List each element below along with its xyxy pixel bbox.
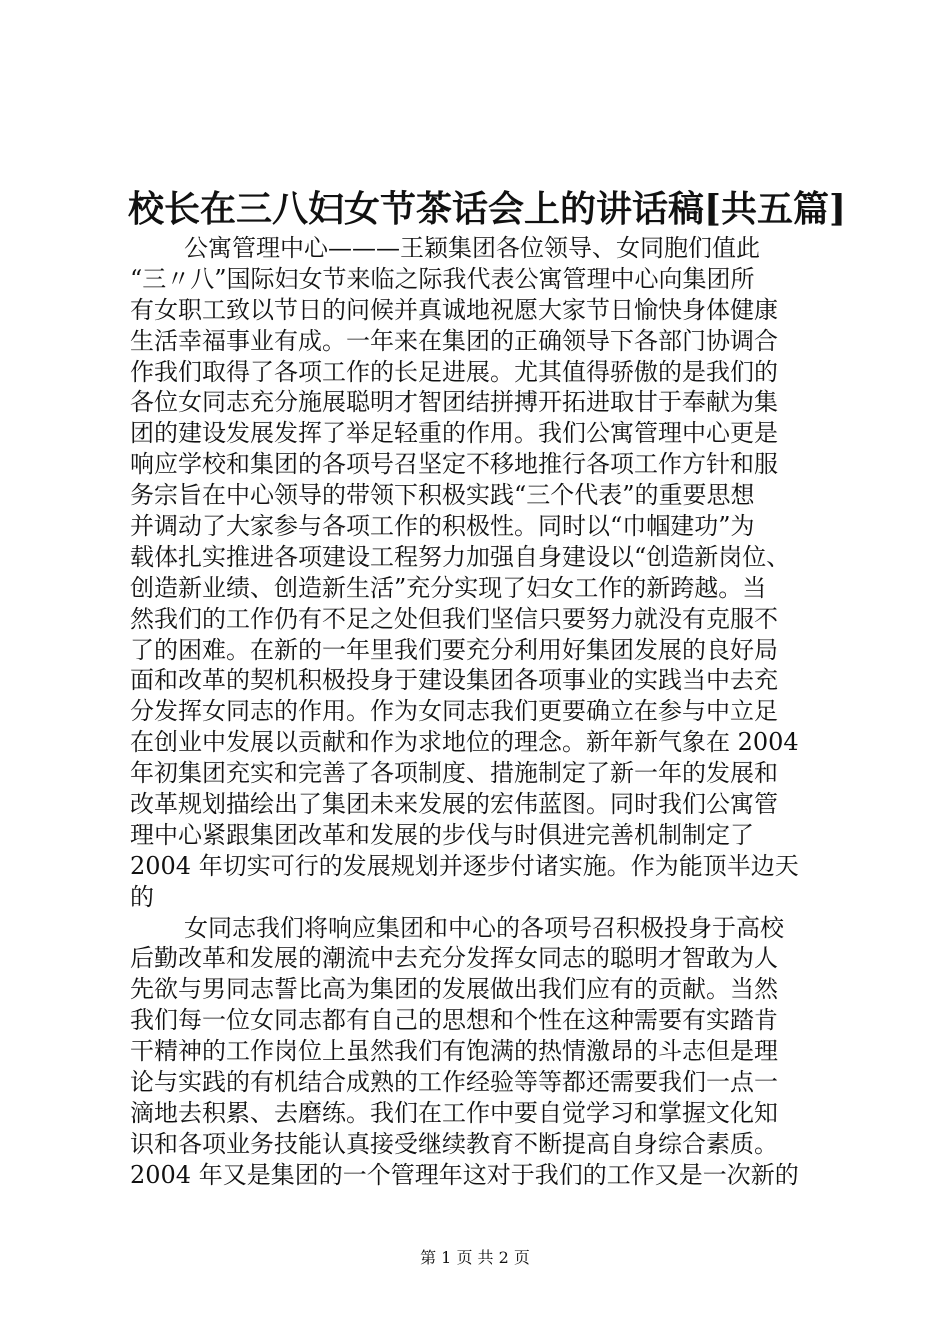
paragraph-1-line: 在创业中发展以贡献和作为求地位的理念。新年新气象在 2004 — [130, 728, 799, 757]
paragraph-1-line: 团的建设发展发挥了举足轻重的作用。我们公寓管理中心更是 — [130, 419, 778, 448]
paragraph-1-line: 作我们取得了各项工作的长足进展。尤其值得骄傲的是我们的 — [130, 357, 778, 386]
paragraph-1-line: 生活幸福事业有成。一年来在集团的正确领导下各部门协调合 — [130, 326, 778, 355]
paragraph-1-line: 改革规划描绘出了集团未来发展的宏伟蓝图。同时我们公寓管 — [130, 790, 778, 819]
paragraph-1-line: 各位女同志充分施展聪明才智团结拼搏开拓进取甘于奉献为集 — [130, 388, 778, 417]
paragraph-2-line: 女同志我们将响应集团和中心的各项号召积极投身于高校 — [184, 913, 784, 942]
paragraph-1-line: 公寓管理中心———王颖集团各位领导、女同胞们值此 — [184, 234, 760, 262]
page-footer — [0, 1247, 950, 1269]
paragraph-1-line: 分发挥女同志的作用。作为女同志我们更要确立在参与中立足 — [130, 697, 778, 726]
paragraph-1-line: 务宗旨在中心领导的带领下积极实践“三个代表”的重要思想 — [130, 481, 755, 510]
paragraph-1-line: 了的困难。在新的一年里我们要充分利用好集团发展的良好局 — [130, 635, 778, 664]
paragraph-2-line: 滴地去积累、去磨练。我们在工作中要自觉学习和掌握文化知 — [130, 1098, 778, 1127]
paragraph-1-line: 年初集团充实和完善了各项制度、措施制定了新一年的发展和 — [130, 759, 778, 788]
paragraph-1-line: 的 — [130, 882, 154, 911]
paragraph-2-line: 先欲与男同志誓比高为集团的发展做出我们应有的贡献。当然 — [130, 975, 778, 1004]
paragraph-1-line: 并调动了大家参与各项工作的积极性。同时以“巾帼建功”为 — [130, 512, 755, 541]
paragraph-2-line: 干精神的工作岗位上虽然我们有饱满的热情激昂的斗志但是理 — [130, 1037, 778, 1066]
document-title: 校长在三八妇女节茶话会上的讲话稿[共五篇] — [128, 188, 847, 230]
paragraph-2-line: 我们每一位女同志都有自己的思想和个性在这种需要有实踏肯 — [130, 1006, 778, 1035]
paragraph-2-line: 2004 年又是集团的一个管理年这对于我们的工作又是一次新的 — [130, 1160, 799, 1189]
paragraph-1-line: 理中心紧跟集团改革和发展的步伐与时俱进完善机制制定了 — [130, 820, 754, 849]
paragraph-1-line: 2004 年切实可行的发展规划并逐步付诸实施。作为能顶半边天 — [130, 851, 799, 880]
paragraph-1-line: 创造新业绩、创造新生活”充分实现了妇女工作的新跨越。当 — [130, 573, 767, 602]
paragraph-1-line: 响应学校和集团的各项号召坚定不移地推行各项工作方针和服 — [130, 450, 778, 479]
paragraph-1-line: “三〃八”国际妇女节来临之际我代表公寓管理中心向集团所 — [130, 264, 755, 293]
page-indicator: 第 1 页 共 2 页 — [420, 1248, 530, 1267]
paragraph-1-line: 载体扎实推进各项建设工程努力加强自身建设以“创造新岗位、 — [130, 542, 791, 571]
paragraph-1-line: 面和改革的契机积极投身于建设集团各项事业的实践当中去充 — [130, 666, 778, 695]
paragraph-1-line: 有女职工致以节日的问候并真诚地祝愿大家节日愉快身体健康 — [130, 295, 778, 324]
paragraph-2-line: 识和各项业务技能认真接受继续教育不断提高自身综合素质。 — [130, 1129, 778, 1158]
document-body — [130, 233, 840, 1191]
paragraph-2-line: 后勤改革和发展的潮流中去充分发挥女同志的聪明才智敢为人 — [130, 944, 778, 973]
paragraph-2-line: 论与实践的有机结合成熟的工作经验等等都还需要我们一点一 — [130, 1068, 778, 1097]
paragraph-1-line: 然我们的工作仍有不足之处但我们坚信只要努力就没有克服不 — [130, 604, 778, 633]
